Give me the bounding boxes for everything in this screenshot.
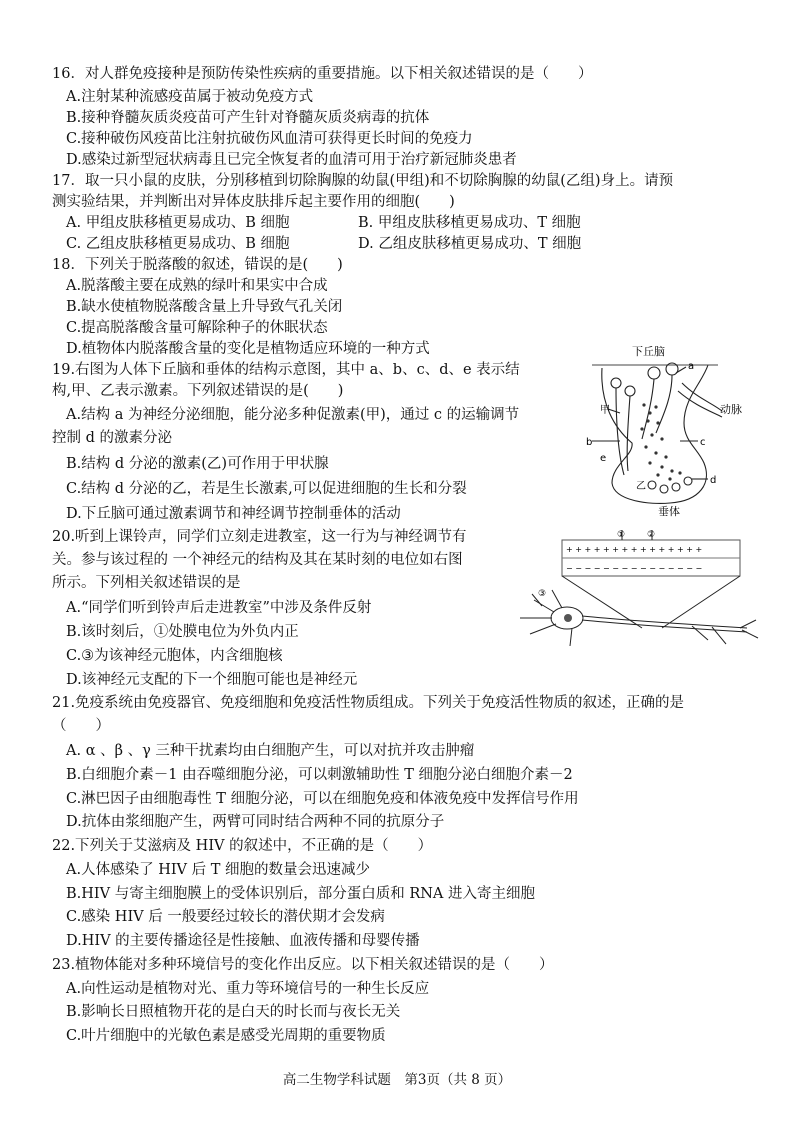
- label-pituitary: 垂体: [658, 505, 680, 518]
- q20-option-b: B.该时刻后，①处膜电位为外负内正: [66, 624, 299, 640]
- q19-option-a-line1: A.结构 a 为神经分泌细胞，能分泌多种促激素(甲)，通过 c 的运输调节: [66, 407, 520, 423]
- page-footer: 高二生物学科试题 第3页（共 8 页）: [282, 1072, 512, 1088]
- q16-option-a: A.注射某种流感疫苗属于被动免疫方式: [66, 89, 314, 105]
- q22-option-a: A.人体感染了 HIV 后 T 细胞的数量会迅速减少: [66, 862, 371, 878]
- marker-3: ③: [538, 589, 547, 599]
- label-jia: 甲: [600, 405, 610, 416]
- label-d: d: [710, 475, 717, 486]
- q16-option-d: D.感染过新型冠状病毒且已完全恢复者的血清可用于治疗新冠肺炎患者: [66, 152, 517, 168]
- q17-stem-line2: 测实验结果，并判断出对异体皮肤排斥起主要作用的细胞( ): [52, 194, 455, 210]
- q19-stem-line2: 构,甲、乙表示激素。下列叙述错误的是( ): [52, 383, 344, 399]
- label-c: c: [700, 437, 706, 448]
- q20-stem-line2: 关。参与该过程的 一个神经元的结构及其在某时刻的电位如右图: [52, 552, 463, 568]
- q19-option-d: D.下丘脑可通过激素调节和神经调节控制垂体的活动: [66, 506, 401, 522]
- q22-option-d: D.HIV 的主要传播途径是性接触、血液传播和母婴传播: [66, 933, 420, 949]
- q23-option-b: B.影响长日照植物开花的是白天的时长而与夜长无关: [66, 1004, 401, 1020]
- q17-option-d: D. 乙组皮肤移植更易成功、T 细胞: [358, 236, 582, 252]
- q18-option-c: C.提高脱落酸含量可解除种子的休眠状态: [66, 320, 328, 336]
- q22-option-c: C.感染 HIV 后 一般要经过较长的潜伏期才会发病: [66, 909, 385, 925]
- q22-option-b: B.HIV 与寄主细胞膜上的受体识别后，部分蛋白质和 RNA 进入寄主细胞: [66, 886, 536, 902]
- q20-option-d: D.该神经元支配的下一个细胞可能也是神经元: [66, 672, 358, 688]
- q23-stem: 23.植物体能对多种环境信号的变化作出反应。以下相关叙述错误的是（ ）: [52, 957, 554, 973]
- q20-stem-line1: 20.听到上课铃声，同学们立刻走进教室，这一行为与神经调节有: [52, 529, 467, 545]
- membrane-inner-charges: − − − − − − − − − − − − − − −: [566, 564, 703, 573]
- q18-option-a: A.脱落酸主要在成熟的绿叶和果实中合成: [66, 278, 328, 294]
- q23-option-a: A.向性运动是植物对光、重力等环境信号的一种生长反应: [66, 981, 430, 997]
- q20-option-a: A.“同学们听到铃声后走进教室”中涉及条件反射: [66, 600, 372, 616]
- label-e: e: [600, 453, 607, 464]
- q22-stem: 22.下列关于艾滋病及 HIV 的叙述中，不正确的是（ ）: [52, 838, 433, 854]
- q16-option-b: B.接种脊髓灰质炎疫苗可产生针对脊髓灰质炎病毒的抗体: [66, 110, 430, 126]
- q18-stem: 18．下列关于脱落酸的叙述，错误的是( ): [52, 257, 343, 273]
- q23-option-c: C.叶片细胞中的光敏色素是感受光周期的重要物质: [66, 1028, 386, 1044]
- q17-option-b: B. 甲组皮肤移植更易成功、T 细胞: [358, 215, 581, 231]
- q17-stem-line1: 17．取一只小鼠的皮肤，分别移植到切除胸腺的幼鼠(甲组)和不切除胸腺的幼鼠(乙组)身上。请预: [52, 173, 674, 189]
- q19-option-c: C.结构 d 分泌的乙，若是生长激素,可以促进细胞的生长和分裂: [66, 481, 467, 497]
- q16-option-c: C.接种破伤风疫苗比注射抗破伤风血清可获得更长时间的免疫力: [66, 131, 473, 147]
- label-hypothalamus: 下丘脑: [632, 345, 665, 358]
- label-yi: 乙: [636, 481, 646, 492]
- neuron-potential-diagram: [512, 528, 762, 653]
- q21-option-a: A. α 、β 、γ 三种干扰素均由白细胞产生，可以对抗并攻击肿瘤: [66, 743, 475, 759]
- label-artery: 动脉: [720, 403, 742, 416]
- membrane-outer-charges: + + + + + + + + + + + + + + +: [566, 545, 703, 554]
- marker-1: ①: [617, 530, 626, 540]
- q19-option-a-line2: 控制 d 的激素分泌: [52, 430, 172, 446]
- q20-stem-line3: 所示。下列相关叙述错误的是: [52, 575, 241, 591]
- q20-option-c: C.③为该神经元胞体，内含细胞核: [66, 648, 283, 664]
- q21-option-c: C.淋巴因子由细胞毒性 T 细胞分泌，可以在细胞免疫和体液免疫中发挥信号作用: [66, 791, 579, 807]
- q16-stem: 16．对人群免疫接种是预防传染性疾病的重要措施。以下相关叙述错误的是（ ）: [52, 66, 593, 82]
- q18-option-b: B.缺水使植物脱落酸含量上升导致气孔关闭: [66, 299, 343, 315]
- label-a: a: [688, 361, 695, 372]
- q19-option-b: B.结构 d 分泌的激素(乙)可作用于甲状腺: [66, 456, 329, 472]
- q19-stem-line1: 19.右图为人体下丘脑和垂体的结构示意图，其中 a、b、c、d、e 表示结: [52, 362, 520, 378]
- q18-option-d: D.植物体内脱落酸含量的变化是植物适应环境的一种方式: [66, 341, 430, 357]
- hypothalamus-pituitary-diagram: [572, 343, 752, 518]
- label-b: b: [586, 437, 593, 448]
- q21-stem-line1: 21.免疫系统由免疫器官、免疫细胞和免疫活性物质组成。下列关于免疫活性物质的叙述，正确的是: [52, 695, 685, 711]
- q17-option-a: A. 甲组皮肤移植更易成功、B 细胞: [66, 215, 290, 231]
- q17-option-c: C. 乙组皮肤移植更易成功、B 细胞: [66, 236, 290, 252]
- q21-stem-line2: （ ）: [52, 718, 110, 734]
- marker-2: ②: [647, 530, 656, 540]
- q21-option-d: D.抗体由浆细胞产生，两臂可同时结合两种不同的抗原分子: [66, 814, 445, 830]
- q21-option-b: B.白细胞介素－1 由吞噬细胞分泌，可以刺激辅助性 T 细胞分泌白细胞介素－2: [66, 767, 573, 783]
